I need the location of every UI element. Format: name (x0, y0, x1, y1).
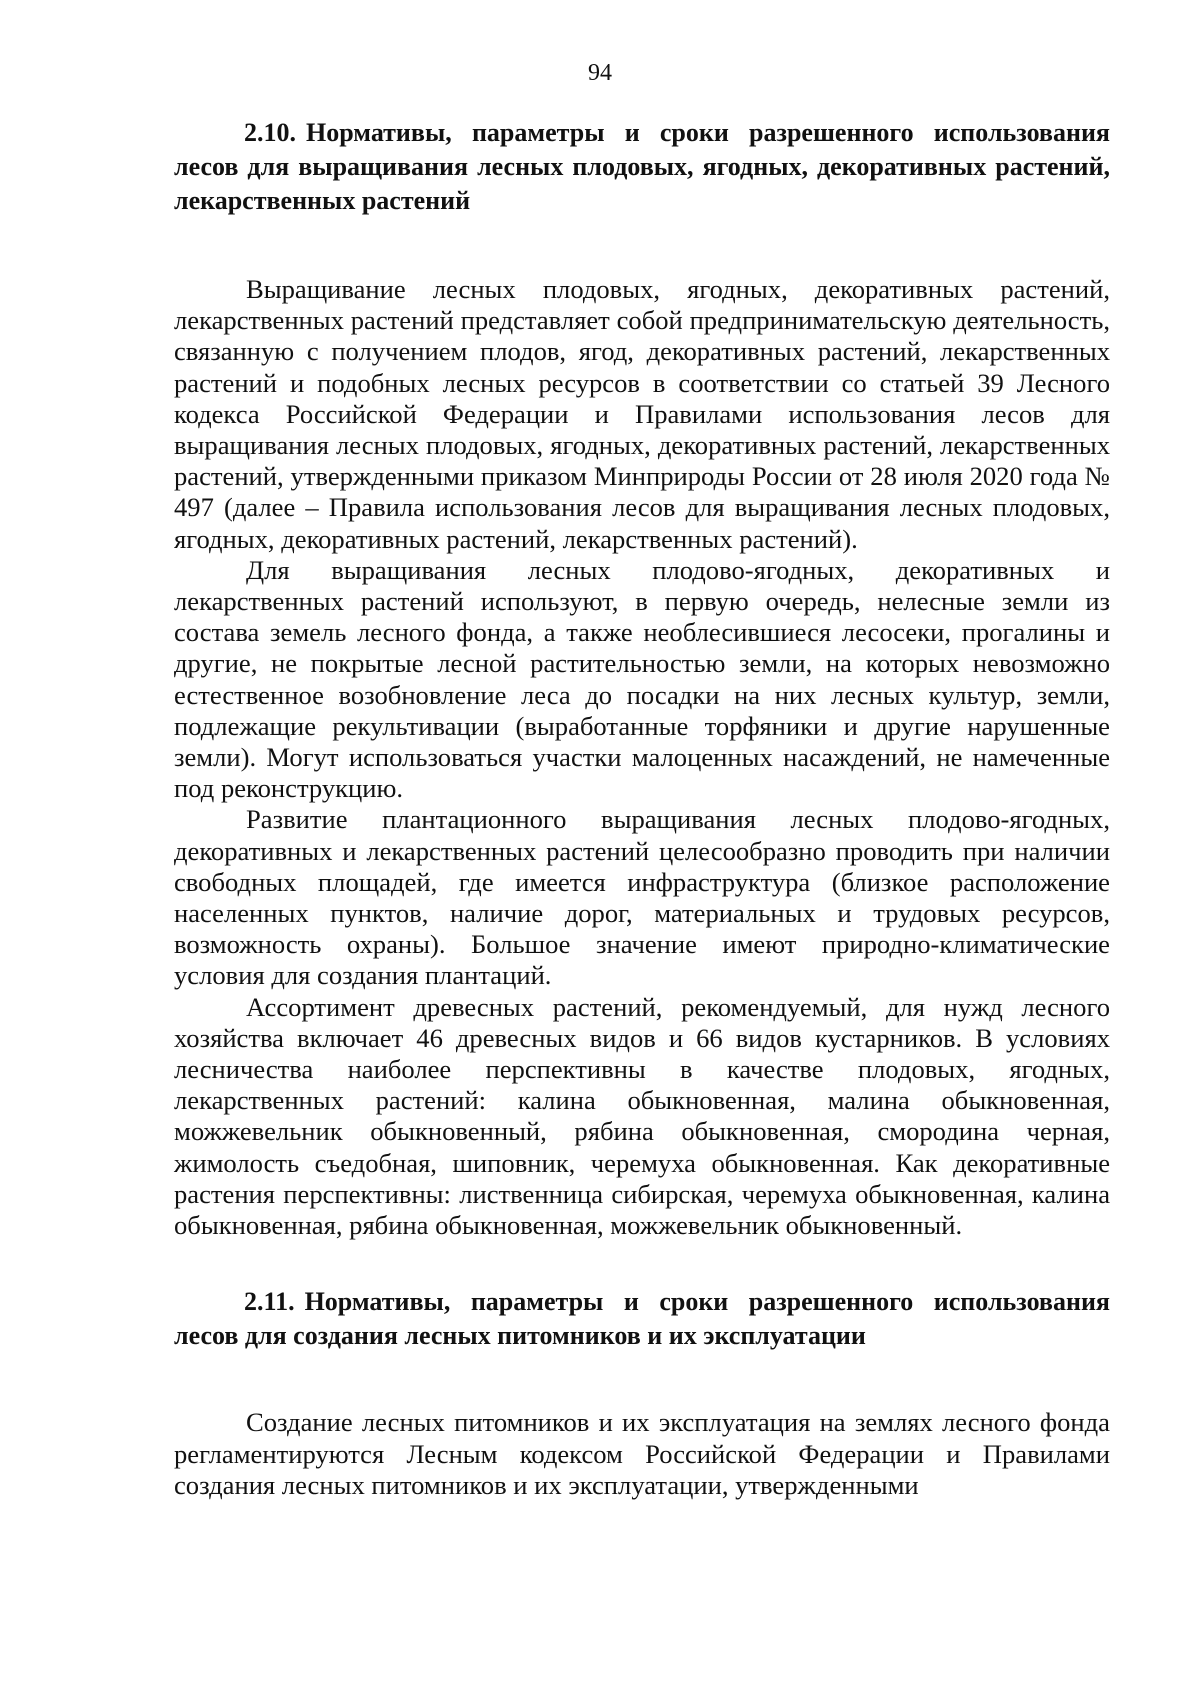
paragraph: Ассортимент древесных растений, рекомендуемый, для нужд лесного хозяйства включает 46 древесных видов и 66 видов кустарников. В условиях лесничества наиболее перспективны в качестве плодовых, ягодных, лекарственных растений: калина обыкновенная, малина обыкновенная, можжевельник обыкновенный, рябина обыкновенная, смородина черная, жимолость съедобная, шиповник, черемуха обыкновенная. Как декоративные растения перспективны: лиственница сибирская, черемуха обыкновенная, калина обыкновенная, рябина обыкновенная, можжевельник обыкновенный. (174, 991, 1110, 1241)
section-title: Нормативы, параметры и сроки разрешенного использования лесов для создания лесных питомников и их эксплуатации (174, 1287, 1110, 1351)
paragraph: Развитие плантационного выращивания лесных плодово-ягодных, декоративных и лекарственных растений целесообразно проводить при наличии свободных площадей, где имеется инфраструктура (близкое расположение населенных пунктов, наличие дорог, материальных и трудовых ресурсов, возможность охраны). Большое значение имеют природно-климатические условия для создания плантаций. (174, 804, 1110, 991)
section-number: 2.11. (244, 1287, 295, 1317)
section-title: Нормативы, параметры и сроки разрешенного использования лесов для выращивания лесных плодовых, ягодных, декоративных растений, лекарственных растений (174, 118, 1110, 215)
section-heading-2-11 (174, 1285, 1110, 1353)
paragraph: Создание лесных питомников и их эксплуатация на землях лесного фонда регламентируются Лесным кодексом Российской Федерации и Правилами создания лесных питомников и их эксплуатации, утвержденными (174, 1407, 1110, 1500)
paragraph: Для выращивания лесных плодово-ягодных, декоративных и лекарственных растений используют, в первую очередь, нелесные земли из состава земель лесного фонда, а также необлесившиеся лесосеки, прогалины и другие, не покрытые лесной растительностью земли, на которых невозможно естественное возобновление леса до посадки на них лесных культур, земли, подлежащие рекультивации (выработанные торфяники и другие нарушенные земли). Могут использоваться участки малоценных насаждений, не намеченные под реконструкцию. (174, 554, 1110, 804)
section-body-2-10 (174, 274, 1110, 1241)
page-number: 94 (588, 60, 612, 86)
section-body-2-11 (174, 1407, 1110, 1501)
section-number: 2.10. (244, 118, 296, 147)
paragraph: Выращивание лесных плодовых, ягодных, декоративных растений, лекарственных растений представляет собой предпринимательскую деятельность, связанную с получением плодов, ягод, декоративных растений, лекарственных растений и подобных лесных ресурсов в соответствии со статьей 39 Лесного кодекса Российской Федерации и Правилами использования лесов для выращивания лесных плодовых, ягодных, декоративных растений, лекарственных растений, утвержденными приказом Минприроды России от 28 июля 2020 года № 497 (далее – Правила использования лесов для выращивания лесных плодовых, ягодных, декоративных растений, лекарственных растений). (174, 274, 1110, 554)
text-column (174, 116, 1110, 1501)
section-heading-2-10 (174, 116, 1110, 218)
